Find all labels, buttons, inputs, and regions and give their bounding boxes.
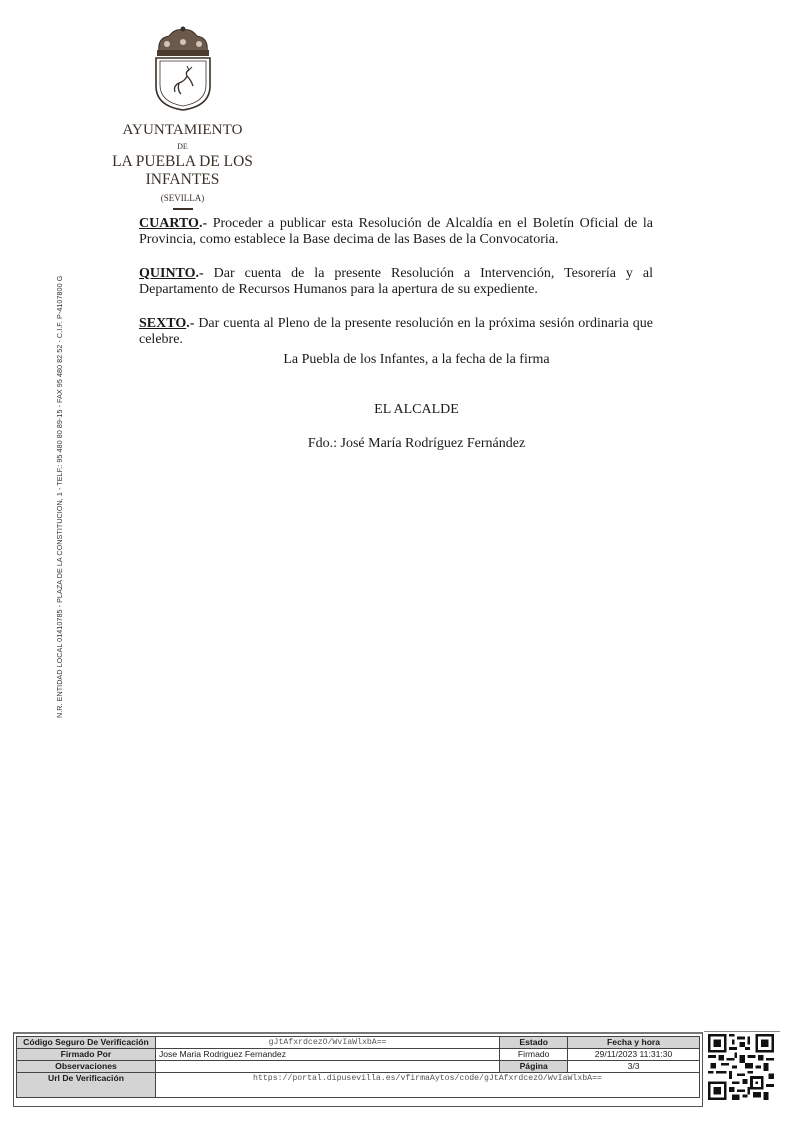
paragraph-label: SEXTO [139,316,187,331]
paragraph-label: CUARTO [139,216,199,231]
letterhead [80,26,285,210]
letterhead-rule [173,208,193,210]
paragraph-text: Dar cuenta de la presente Resolución a Intervención, Tesorería y al Departamento de Recursos Humanos para la apertura de su expediente. [139,266,653,297]
page-label: Página [500,1061,568,1073]
observations-value [155,1061,499,1073]
side-contact-text: N.R. ENTIDAD LOCAL 01410785 - PLAZA DE LA CONSTITUCION, 1 - TELF.: 95 480 80 89-15 - FAX 95 480 82 52 - C.I.F. P-4107800 G [55,275,64,718]
coat-of-arms-icon [151,26,215,112]
qr-code-icon[interactable] [708,1034,774,1100]
status-value: Firmado [500,1049,568,1061]
letterhead-line-4: (SEVILLA) [160,193,205,203]
verification-url-link[interactable]: https://portal.dipusevilla.es/vfirmaAytos/code/gJtAfxrdcezO/WvIaWlxbA== [155,1073,699,1098]
signer-name: Fdo.: José María Rodríguez Fernández [307,436,526,451]
verification-row-observations [17,1061,700,1073]
page-value: 3/3 [568,1061,700,1073]
status-label: Estado [500,1037,568,1049]
document-body [139,216,653,348]
paragraph-text: Proceder a publicar esta Resolución de Alcaldía en el Boletín Oficial de la Provincia, como establece la Base decima de las Bases de la Convocatoria. [139,216,653,247]
signed-by-label: Firmado Por [17,1049,156,1061]
csv-value: gJtAfxrdcezO/WvIaWlxbA== [155,1037,499,1049]
paragraph-label: QUINTO [139,266,196,281]
datetime-label: Fecha y hora [568,1037,700,1049]
verification-box [13,1032,703,1107]
signer-title: EL ALCALDE [374,402,459,417]
paragraph-cuarto: CUARTO.- Proceder a publicar esta Resolución de Alcaldía en el Boletín Oficial de la Provincia, como establece la Base decima de las Bases de la Convocatoria. [139,216,653,247]
url-label: Url De Verificación [17,1073,156,1098]
paragraph-text: Dar cuenta al Pleno de la presente resolución en la próxima sesión ordinaria que celebre. [139,316,653,347]
verification-row-signed [17,1049,700,1061]
verification-table [16,1036,700,1098]
signed-by-value: Jose Maria Rodriguez Fernandez [155,1049,499,1061]
paragraph-sexto: SEXTO.- Dar cuenta al Pleno de la presente resolución en la próxima sesión ordinaria que celebre. [139,316,653,347]
datetime-value: 29/11/2023 11:31:30 [568,1049,700,1061]
verification-row-csv [17,1037,700,1049]
qr-frame-line [704,1031,780,1032]
csv-label: Código Seguro De Verificación [17,1037,156,1049]
observations-label: Observaciones [17,1061,156,1073]
letterhead-line-2: DE [177,142,188,151]
letterhead-line-3: LA PUEBLA DE LOS INFANTES [112,153,253,188]
place-and-date: La Puebla de los Infantes, a la fecha de la firma [283,352,550,367]
paragraph-quinto: QUINTO.- Dar cuenta de la presente Resolución a Intervención, Tesorería y al Departamento de Recursos Humanos para la apertura de su expediente. [139,266,653,297]
verification-row-url [17,1073,700,1098]
letterhead-line-1: AYUNTAMIENTO [122,122,243,138]
